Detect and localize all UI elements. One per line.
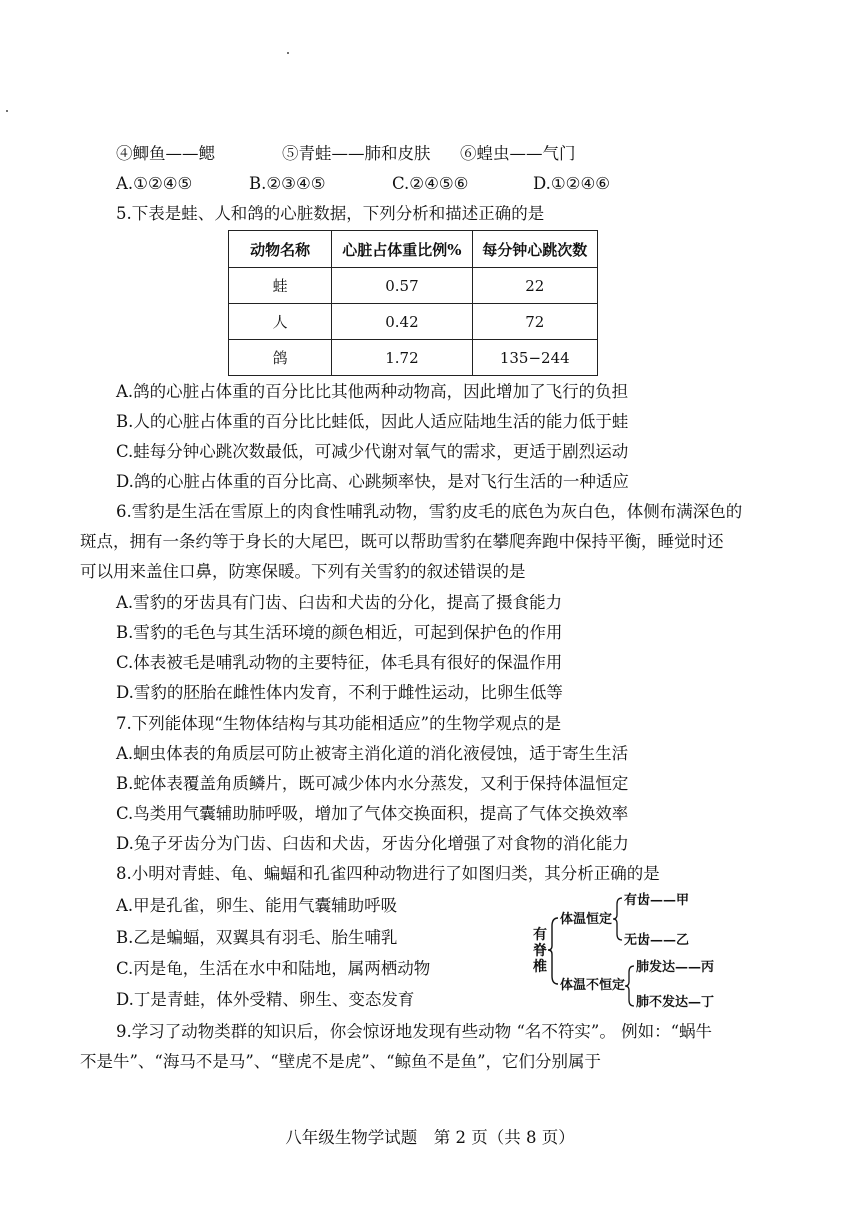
scan-speck [287,52,289,54]
page-footer: 八年级生物学试题 第 2 页（共 8 页） [285,1128,575,1147]
tree-root-char: 有 [533,927,547,943]
tree-leaf-bing: 肺发达——丙 [636,960,715,975]
table-header-cell: 心脏占体重比例% [332,231,472,268]
table-header-row [229,231,598,268]
table-row [229,268,598,304]
tree-root-brace [548,918,558,984]
tree-leaf-yi: 无齿——乙 [624,933,690,948]
q5-option-a[interactable]: A.鸽的心脏占体重的百分比比其他两种动物高，因此增加了飞行的负担 [116,382,629,401]
q4-item: ⑤青蛙——肺和皮肤 [282,144,431,163]
scan-speck [6,110,8,112]
q8-option-a[interactable]: A.甲是孔雀，卵生、能用气囊辅助呼吸 [116,896,398,915]
tree-root-char: 脊 [533,943,547,959]
q6-option-c[interactable]: C.体表被毛是哺乳动物的主要特征，体毛具有很好的保温作用 [116,653,563,672]
q6-option-a[interactable]: A.雪豹的牙齿具有门齿、臼齿和犬齿的分化，提高了摄食能力 [116,593,563,612]
q8-option-c[interactable]: C.丙是龟，生活在水中和陆地，属两栖动物 [116,959,431,978]
classification-tree [528,890,728,1008]
q4-item: ④鲫鱼——鳃 [116,144,215,163]
table-cell: 22 [472,268,597,304]
table-cell: 人 [229,304,332,340]
q8-option-b[interactable]: B.乙是蝙蝠，双翼具有羽毛、胎生哺乳 [116,928,398,947]
q6-stem-line: 可以用来盖住口鼻，防寒保暖。下列有关雪豹的叙述错误的是 [80,562,526,581]
q4-option-c[interactable]: C.②④⑤⑥ [392,174,469,193]
q4-item: ⑥蝗虫——气门 [460,144,576,163]
q5-option-b[interactable]: B.人的心脏占体重的百分比比蛙低，因此人适应陆地生活的能力低于蛙 [116,412,629,431]
table-row [229,340,598,376]
tree-branch-cold: 体温不恒定 [560,978,626,993]
heart-data-table [228,230,598,376]
q5-option-d[interactable]: D.鸽的心脏占体重的百分比高、心跳频率快，是对飞行生活的一种适应 [116,472,629,491]
q8-option-d[interactable]: D.丁是青蛙，体外受精、卵生、变态发育 [116,990,415,1009]
table-cell: 蛙 [229,268,332,304]
tree-leaf-ding: 肺不发达—丁 [636,995,715,1008]
table-header-cell: 每分钟心跳次数 [472,231,597,268]
q7-option-c[interactable]: C.鸟类用气囊辅助肺呼吸，增加了气体交换面积，提高了气体交换效率 [116,804,629,823]
tree-branch-warm: 体温恒定 [560,912,613,927]
table-cell: 135−244 [472,340,597,376]
q7-stem: 7.下列能体现“生物体结构与其功能相适应”的生物学观点的是 [116,714,562,733]
table-cell: 1.72 [332,340,472,376]
table-cell: 0.57 [332,268,472,304]
q8-stem: 8.小明对青蛙、龟、蝙蝠和孔雀四种动物进行了如图归类，其分析正确的是 [116,864,660,883]
tree-leaf-jia: 有齿——甲 [624,893,690,908]
q4-options [116,173,610,195]
tree-root-char [533,926,547,943]
q7-option-a[interactable]: A.蛔虫体表的角质层可防止被寄主消化道的消化液侵蚀，适于寄生生活 [116,744,629,763]
q7-option-d[interactable]: D.兔子牙齿分为门齿、臼齿和犬齿，牙齿分化增强了对食物的消化能力 [116,834,629,853]
q4-items-line [116,143,576,165]
table-row [229,304,598,340]
q9-stem-line: 不是牛”、“海马不是马”、“壁虎不是虎”、“鲸鱼不是鱼”，它们分别属于 [80,1052,602,1071]
table-cell: 72 [472,304,597,340]
q6-option-d[interactable]: D.雪豹的胚胎在雌性体内发育，不利于雌性运动，比卵生低等 [116,683,563,702]
q4-option-b[interactable]: B.②③④⑤ [249,174,326,193]
q6-option-b[interactable]: B.雪豹的毛色与其生活环境的颜色相近，可起到保护色的作用 [116,623,563,642]
q7-option-b[interactable]: B.蛇体表覆盖角质鳞片，既可减少体内水分蒸发，又利于保持体温恒定 [116,774,629,793]
q4-option-d[interactable]: D.①②④⑥ [533,174,611,193]
tree-brace-cold [625,966,634,1006]
tree-brace-warm [613,898,622,940]
q6-stem-line: 6.雪豹是生活在雪原上的肉食性哺乳动物，雪豹皮毛的底色为灰白色，体侧布满深色的 [116,502,743,521]
table-cell: 0.42 [332,304,472,340]
tree-root-char: 椎 [533,959,547,975]
q4-option-a[interactable]: A.①②④⑤ [116,174,193,193]
table-header-cell: 动物名称 [229,231,332,268]
q5-option-c[interactable]: C.蛙每分钟心跳次数最低，可减少代谢对氧气的需求，更适于剧烈运动 [116,442,629,461]
q6-stem-line: 斑点，拥有一条约等于身长的大尾巴，既可以帮助雪豹在攀爬奔跑中保持平衡，睡觉时还 [80,532,724,551]
q9-stem-line: 9.学习了动物类群的知识后，你会惊讶地发现有些动物 “名不符实”。 例如：“蜗牛 [116,1022,713,1041]
table-cell: 鸽 [229,340,332,376]
q5-stem: 5.下表是蛙、人和鸽的心脏数据，下列分析和描述正确的是 [116,204,545,223]
